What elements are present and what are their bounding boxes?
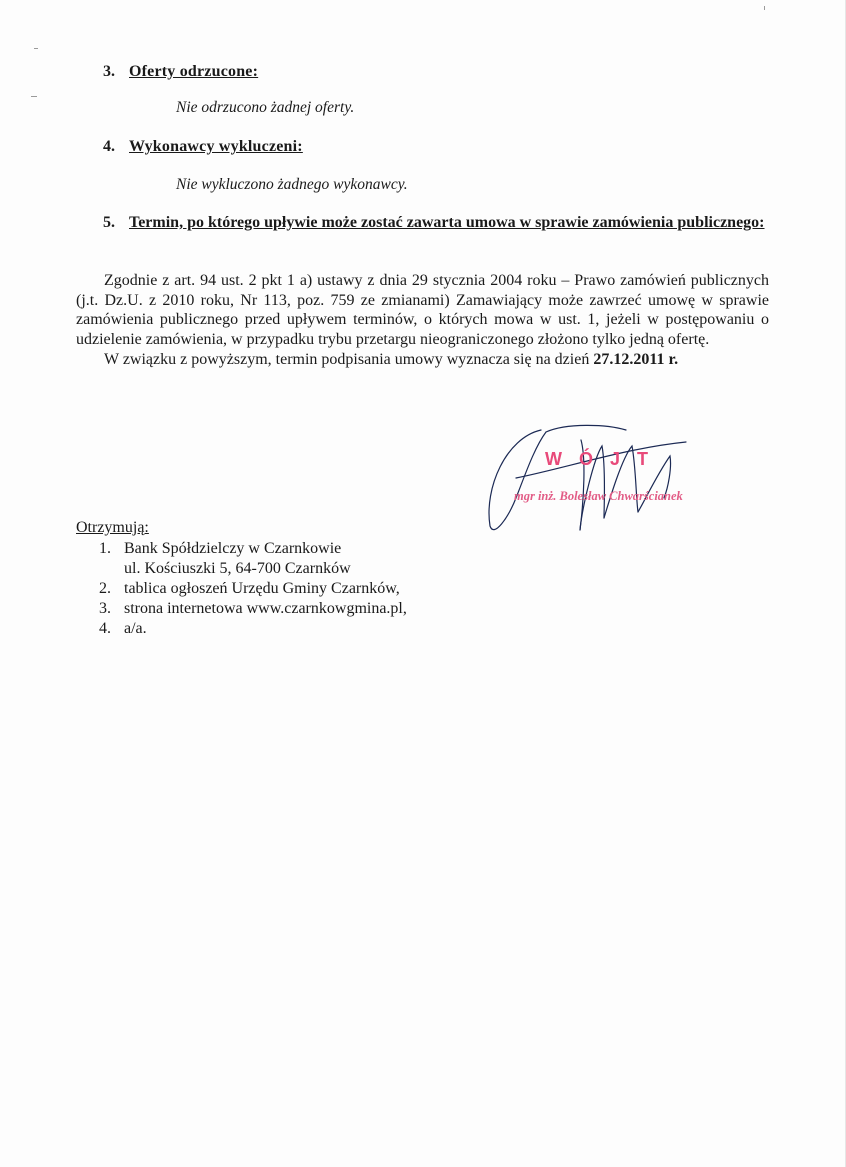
recipients-title: Otrzymują: bbox=[76, 519, 149, 536]
legal-basis-text: Zgodnie z art. 94 ust. 2 pkt 1 a) ustawy z dnia 29 stycznia 2004 roku – Prawo zamówień publicznych (j.t. Dz.U. z 2010 roku, Nr 113, poz. 759 ze zmianami) Zamawiający może zawrzeć umowę w sprawie zamówienia publicznego przed upływem terminów, o których mowa w ust. 1, jeżeli w postępowaniu o udzielenie zamówienia, w przypadku trybu przetargu nieograniczonego złożono tylko jedną ofertę. bbox=[76, 272, 769, 349]
item-number: 2. bbox=[99, 580, 111, 597]
section-3-heading bbox=[103, 63, 258, 81]
item-number: 4. bbox=[99, 620, 111, 637]
item-text-continued: ul. Kościuszki 5, 64-700 Czarnków bbox=[124, 560, 351, 577]
scan-artifact bbox=[31, 96, 37, 97]
list-item bbox=[99, 619, 407, 639]
conclusion-prefix: W związku z powyższym, termin podpisania umowy wyznacza się na dzień bbox=[104, 350, 590, 368]
section-5-heading bbox=[103, 214, 769, 231]
item-text: Bank Spółdzielczy w Czarnkowie bbox=[124, 540, 342, 557]
section-3-note: Nie odrzucono żadnej oferty. bbox=[176, 99, 355, 116]
signing-date: 27.12.2011 r. bbox=[593, 350, 679, 368]
section-number: 4. bbox=[103, 138, 115, 155]
item-number: 3. bbox=[99, 600, 111, 617]
section-title: Wykonawcy wykluczeni: bbox=[129, 138, 303, 155]
item-text: a/a. bbox=[124, 620, 147, 637]
list-item bbox=[99, 599, 407, 619]
scan-artifact bbox=[764, 6, 765, 10]
stamp-title: WÓJT bbox=[545, 449, 665, 469]
section-title: Termin, po którego upływie może zostać zawarta umowa w sprawie zamówienia publicznego: bbox=[129, 214, 765, 231]
section-4-heading bbox=[103, 138, 303, 156]
conclusion-text bbox=[76, 350, 769, 370]
section-number: 3. bbox=[103, 63, 115, 80]
recipients-list bbox=[99, 539, 407, 639]
item-text: tablica ogłoszeń Urzędu Gminy Czarnków, bbox=[124, 580, 400, 597]
section-4-note: Nie wykluczono żadnego wykonawcy. bbox=[176, 176, 408, 193]
section-number: 5. bbox=[103, 214, 115, 231]
section-title: Oferty odrzucone: bbox=[129, 63, 259, 80]
scan-artifact bbox=[34, 48, 38, 49]
body-paragraph bbox=[76, 271, 769, 370]
stamp-name: mgr inż. Bolesław Chwarścianek bbox=[514, 489, 683, 503]
item-number: 1. bbox=[99, 540, 111, 557]
signature bbox=[486, 418, 716, 538]
item-text: strona internetowa www.czarnkowgmina.pl, bbox=[124, 600, 407, 617]
list-item bbox=[99, 579, 407, 599]
list-item bbox=[99, 539, 407, 559]
